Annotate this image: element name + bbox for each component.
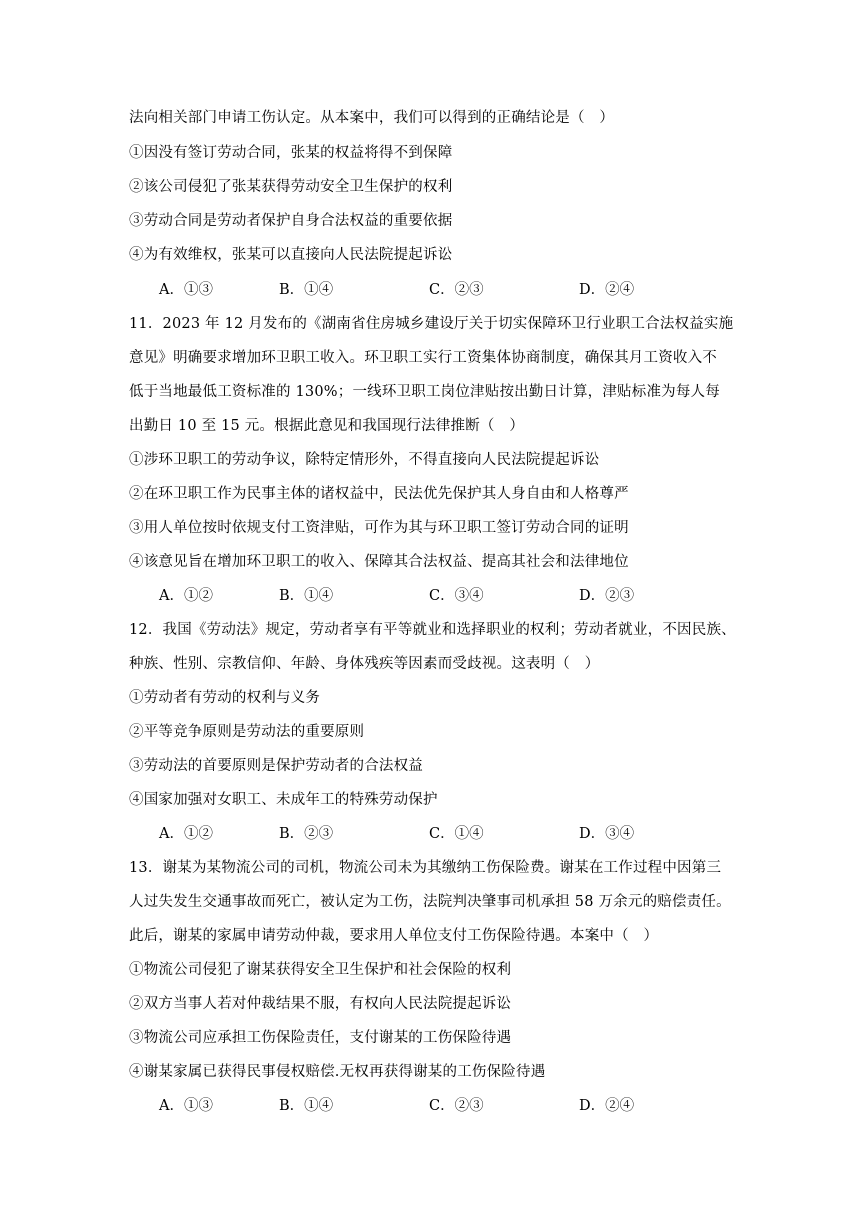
option-c: C．②③ (429, 282, 484, 298)
option-b: B．①④ (279, 282, 334, 298)
question-stem: 法向相关部门申请工伤认定。从本案中，我们可以得到的正确结论是（ ） (129, 110, 615, 126)
option-d: D．②③ (579, 588, 635, 604)
question-stem-line-2: 种族、性别、宗教信仰、年龄、身体残疾等因素而受歧视。这表明（ ） (129, 656, 600, 672)
statement-1: ①涉环卫职工的劳动争议，除特定情形外，不得直接向人民法院提起诉讼 (129, 452, 600, 468)
question-stem-line-1: 13．谢某为某物流公司的司机，物流公司未为其缴纳工伤保险费。谢某在工作过程中因第三 (129, 860, 722, 876)
statement-2: ②双方当事人若对仲裁结果不服，有权向人民法院提起诉讼 (129, 996, 512, 1012)
question-stem-line-2: 意见》明确要求增加环卫职工收入。环卫职工实行工资集体协商制度，确保其月工资收入不 (129, 350, 717, 366)
question-stem-line-1: 11．2023 年 12 月发布的《湖南省住房城乡建设厅关于切实保障环卫行业职工合法权益实施 (129, 316, 734, 332)
option-a: A．①② (159, 826, 213, 842)
statement-3: ③劳动法的首要原则是保护劳动者的合法权益 (129, 758, 423, 774)
option-b: B．②③ (279, 826, 334, 842)
option-d: D．②④ (579, 282, 635, 298)
question-stem-line-4: 出勤日 10 至 15 元。根据此意见和我国现行法律推断（ ） (129, 418, 525, 434)
option-b: B．①④ (279, 1098, 334, 1114)
statement-2: ②平等竞争原则是劳动法的重要原则 (129, 724, 365, 740)
option-a: A．①③ (159, 1098, 213, 1114)
statement-2: ②在环卫职工作为民事主体的诸权益中，民法优先保护其人身自由和人格尊严 (129, 486, 629, 502)
statement-1: ①劳动者有劳动的权利与义务 (129, 690, 321, 706)
statement-3: ③物流公司应承担工伤保险责任，支付谢某的工伤保险待遇 (129, 1030, 512, 1046)
statement-4: ④国家加强对女职工、未成年工的特殊劳动保护 (129, 792, 438, 808)
option-a: A．①③ (159, 282, 213, 298)
question-stem-line-3: 低于当地最低工资标准的 130%；一线环卫职工岗位津贴按出勤日计算，津贴标准为每人每 (129, 384, 720, 400)
option-c: C．①④ (429, 826, 484, 842)
statement-3: ③劳动合同是劳动者保护自身合法权益的重要依据 (129, 213, 453, 229)
question-stem-line-2: 人过失发生交通事故而死亡，被认定为工伤，法院判决肇事司机承担 58 万余元的赔偿责任。 (129, 894, 731, 910)
statement-2: ②该公司侵犯了张某获得劳动安全卫生保护的权利 (129, 179, 453, 195)
option-d: D．②④ (579, 1098, 635, 1114)
statement-4: ④为有效维权，张某可以直接向人民法院提起诉讼 (129, 247, 453, 263)
option-c: C．②③ (429, 1098, 484, 1114)
statement-4: ④该意见旨在增加环卫职工的收入、保障其合法权益、提高其社会和法律地位 (129, 554, 629, 570)
option-d: D．③④ (579, 826, 635, 842)
option-b: B．①④ (279, 588, 334, 604)
question-stem-line-3: 此后，谢某的家属申请劳动仲裁，要求用人单位支付工伤保险待遇。本案中（ ） (129, 928, 659, 944)
statement-1: ①因没有签订劳动合同，张某的权益将得不到保障 (129, 145, 453, 161)
question-stem-line-1: 12．我国《劳动法》规定，劳动者享有平等就业和选择职业的权利；劳动者就业，不因民族、 (129, 622, 736, 638)
option-a: A．①② (159, 588, 213, 604)
option-c: C．③④ (429, 588, 484, 604)
statement-1: ①物流公司侵犯了谢某获得安全卫生保护和社会保险的权利 (129, 962, 512, 978)
statement-3: ③用人单位按时依规支付工资津贴，可作为其与环卫职工签订劳动合同的证明 (129, 520, 629, 536)
statement-4: ④谢某家属已获得民事侵权赔偿.无权再获得谢某的工伤保险待遇 (129, 1064, 546, 1080)
